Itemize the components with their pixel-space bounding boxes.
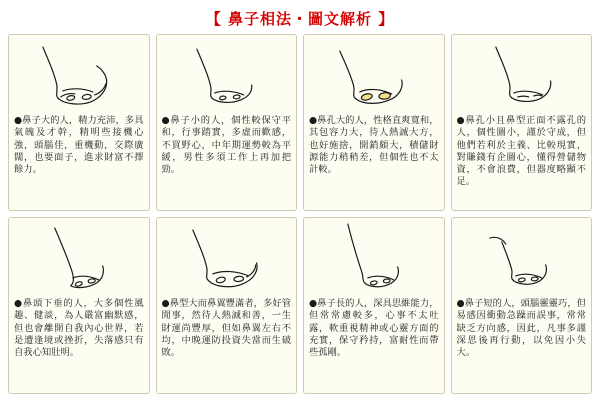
nose-card-long-nose[interactable] [303, 217, 445, 394]
nose-illustration-small-nostrils [452, 35, 592, 113]
nose-card-text: ●鼻頭下垂的人，大多個性風趣、健談，為人嚴富幽默感，但也會離開自我內心世界，若是遭逢境或挫折，失落感只有自我心知肚明。 [14, 298, 144, 359]
nose-card-text: ●鼻子長的人，深具思維能力，但常常慮較多，心事不太吐露，軟重視精神或心靈方面的充實，保守矜持，富耐性而帶些孤剛。 [309, 298, 439, 359]
nose-card-visible-nostrils[interactable] [303, 34, 445, 211]
nose-illustration-big-round-tip [157, 218, 297, 296]
page-title-bar [0, 6, 600, 32]
nose-types-grid [8, 34, 592, 394]
nose-card-text: ●鼻孔小且鼻型正面不露孔的人，個性圖小，謹於守成，但他們若利於主義、比較現實，對賺錢有企圖心，懂得營儲物資，不會浪費，但器度略顯不足。 [456, 115, 586, 188]
nose-card-small-nostrils[interactable] [451, 34, 593, 211]
nose-card-short-nose[interactable] [451, 217, 593, 394]
page-title: 【 鼻子相法・圖文解析 】 [205, 10, 395, 28]
nose-card-big-round-tip[interactable] [156, 217, 298, 394]
nose-illustration-tip-down [9, 218, 149, 296]
nose-illustration-short-nose [452, 218, 592, 296]
nose-card-small-nose[interactable] [156, 34, 298, 211]
nose-illustration-long-nose [304, 218, 444, 296]
nose-card-text: ●鼻子小的人，個性較保守平和，行事踏實，多虛而歡感，不買野心，中年期運勢較為平緩，男性多須工作上再加把勁。 [161, 115, 291, 176]
nose-card-big-nose[interactable] [8, 34, 150, 211]
nose-card-text: ●鼻子短的人，頭腦靈靈巧，但易感因衝動急躁而誤事，常常缺乏方向感，因此，凡事多謹深思後再行動，以免因小失大。 [456, 298, 586, 359]
nose-illustration-small-nose [157, 35, 297, 113]
nose-card-tip-down[interactable] [8, 217, 150, 394]
nose-illustration-big-nose [9, 35, 149, 113]
nose-illustration-visible-nostrils [304, 35, 444, 113]
nose-card-text: ●鼻子大的人，精力充沛，多具氣魄及才幹，精明些接機心強，頭腦佳，重機動，交際廣闊，也要面子，進求財富不擇餘力。 [14, 115, 144, 176]
nose-card-text: ●鼻型大而鼻翼豐滿者，多好管閒事，然待人熱誠和善，一生財運尚豐厚，但如鼻翼左右不均，中晚運防投資失當而生破敗。 [161, 298, 291, 359]
nose-card-text: ●鼻孔大的人，性格直爽寬和，其包容力大，待人熱誠大方，也好施捨，開銷頗大，積儲財源能力稍稍差，但個性也不太計較。 [309, 115, 439, 176]
